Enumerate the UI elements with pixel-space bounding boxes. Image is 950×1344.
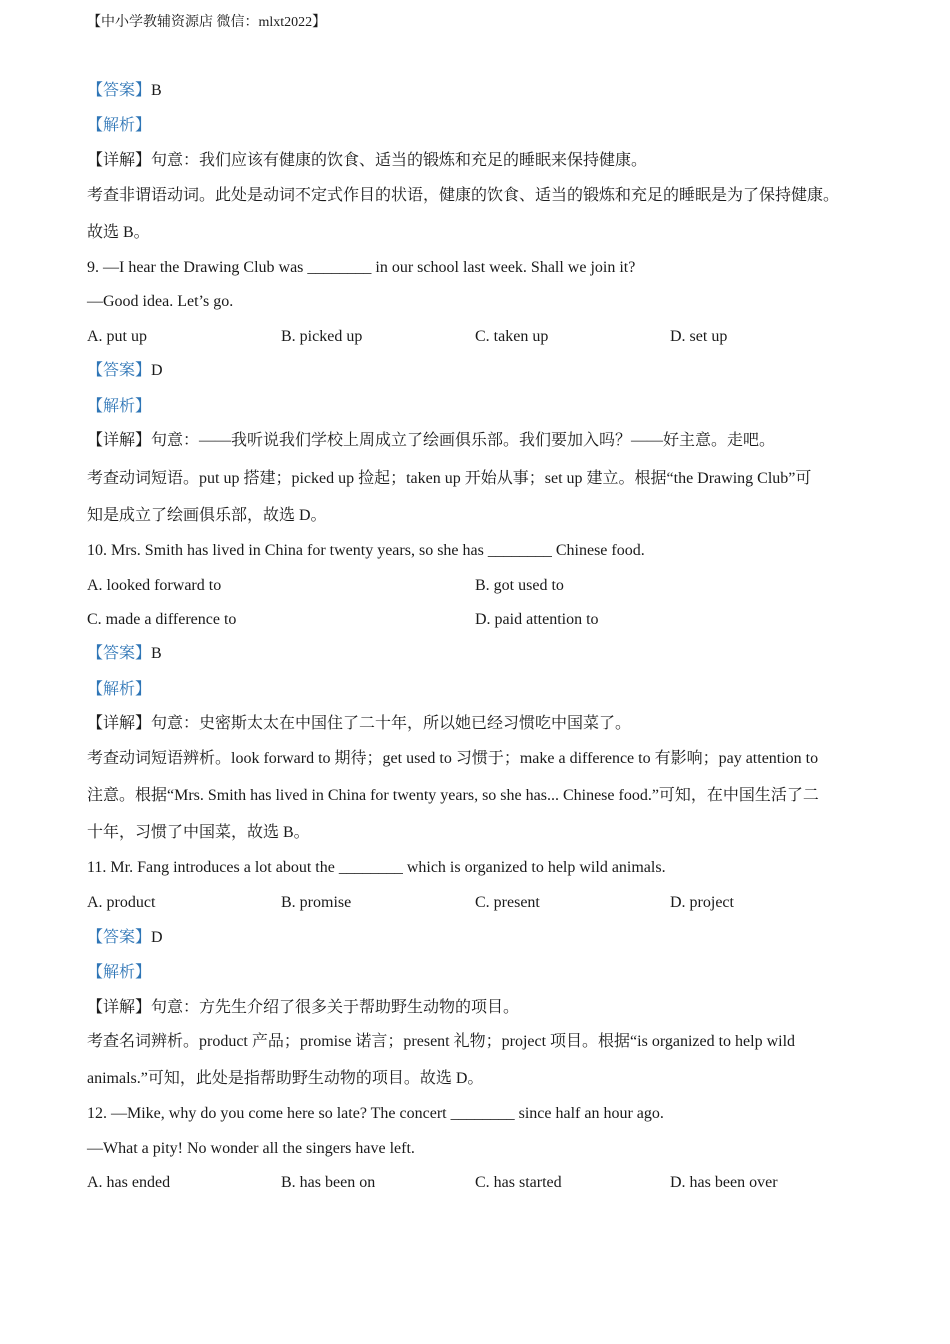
q10-option-c: C. made a difference to <box>87 611 237 628</box>
q12-option-d: D. has been over <box>670 1174 778 1191</box>
q11-option-d: D. project <box>670 894 734 911</box>
q11-option-b: B. promise <box>281 894 352 911</box>
q10-answer: B <box>151 645 162 662</box>
q10-option-b: B. got used to <box>475 577 564 594</box>
q9-explain-2: 知是成立了绘画俱乐部，故选 D。 <box>87 507 327 524</box>
q12-option-c: C. has started <box>475 1174 562 1191</box>
q10-answer-line <box>87 644 880 664</box>
q10-option-a: A. looked forward to <box>87 577 222 594</box>
detail-label: 【详解】 <box>87 999 152 1016</box>
q8-detail: 句意：我们应该有健康的饮食、适当的锻炼和充足的睡眠来保持健康。 <box>151 152 648 169</box>
answer-label: 【答案】 <box>87 82 152 99</box>
q9-answer: D <box>151 362 163 379</box>
detail-label: 【详解】 <box>87 432 152 449</box>
q9-detail-line <box>87 431 880 451</box>
q11-stem: 11. Mr. Fang introduces a lot about the ________ which is organized to help wild animals. <box>87 859 666 876</box>
q10-explain-1: 考查动词短语辨析。look forward to 期待；get used to 习惯于；make a difference to 有影响；pay attention to <box>87 750 819 767</box>
q10-analysis-label: 【解析】 <box>87 681 152 698</box>
q9-analysis-label: 【解析】 <box>87 398 152 415</box>
q10-detail-line <box>87 714 880 734</box>
q9-option-d: D. set up <box>670 328 728 345</box>
answer-label: 【答案】 <box>87 362 152 379</box>
q8-detail-line <box>87 151 880 171</box>
q9-detail: 句意：——我听说我们学校上周成立了绘画俱乐部。我们要加入吗？——好主意。走吧。 <box>151 432 776 449</box>
q10-stem: 10. Mrs. Smith has lived in China for twenty years, so she has ________ Chinese food. <box>87 542 645 559</box>
q11-explain-2: animals.”可知，此处是指帮助野生动物的项目。故选 D。 <box>87 1070 484 1087</box>
q11-option-a: A. product <box>87 894 156 911</box>
q12-reply: —What a pity! No wonder all the singers have left. <box>87 1140 415 1157</box>
q10-explain-2: 注意。根据“Mrs. Smith has lived in China for twenty years, so she has... Chinese food.”可知，在中国生活了二 <box>87 787 819 804</box>
q9-option-a: A. put up <box>87 328 147 345</box>
q12-stem: 12. —Mike, why do you come here so late? The concert ________ since half an hour ago. <box>87 1105 664 1122</box>
q12-option-b: B. has been on <box>281 1174 376 1191</box>
q12-option-a: A. has ended <box>87 1174 171 1191</box>
q9-explain-1: 考查动词短语。put up 搭建；picked up 捡起；taken up 开始从事；set up 建立。根据“the Drawing Club”可 <box>87 470 812 487</box>
answer-label: 【答案】 <box>87 645 152 662</box>
q11-explain-1: 考查名词辨析。product 产品；promise 诺言；present 礼物；project 项目。根据“is organized to help wild <box>87 1033 796 1050</box>
q8-explain-1: 考查非谓语动词。此处是动词不定式作目的状语，健康的饮食、适当的锻炼和充足的睡眠是为了保持健康。 <box>87 187 840 204</box>
q11-detail: 句意：方先生介绍了很多关于帮助野生动物的项目。 <box>151 999 520 1016</box>
q11-option-c: C. present <box>475 894 540 911</box>
q8-analysis-label: 【解析】 <box>87 117 152 134</box>
q8-explain-2: 故选 B。 <box>87 224 150 241</box>
q9-option-c: C. taken up <box>475 328 549 345</box>
q8-answer: B <box>151 82 162 99</box>
q11-answer-line <box>87 928 880 948</box>
q9-answer-line <box>87 361 880 381</box>
header-watermark: 【中小学教辅资源店 微信：mlxt2022】 <box>87 15 327 30</box>
q8-answer-line <box>87 81 880 101</box>
q10-option-d: D. paid attention to <box>475 611 599 628</box>
q11-detail-line <box>87 998 880 1018</box>
q9-stem: 9. —I hear the Drawing Club was ________ in our school last week. Shall we join it? <box>87 259 636 276</box>
detail-label: 【详解】 <box>87 152 152 169</box>
answer-label: 【答案】 <box>87 929 152 946</box>
q11-answer: D <box>151 929 163 946</box>
q9-option-b: B. picked up <box>281 328 363 345</box>
q10-detail: 句意：史密斯太太在中国住了二十年，所以她已经习惯吃中国菜了。 <box>151 715 632 732</box>
detail-label: 【详解】 <box>87 715 152 732</box>
q10-explain-3: 十年，习惯了中国菜，故选 B。 <box>87 824 310 841</box>
q11-analysis-label: 【解析】 <box>87 964 152 981</box>
q9-reply: —Good idea. Let’s go. <box>87 293 234 310</box>
